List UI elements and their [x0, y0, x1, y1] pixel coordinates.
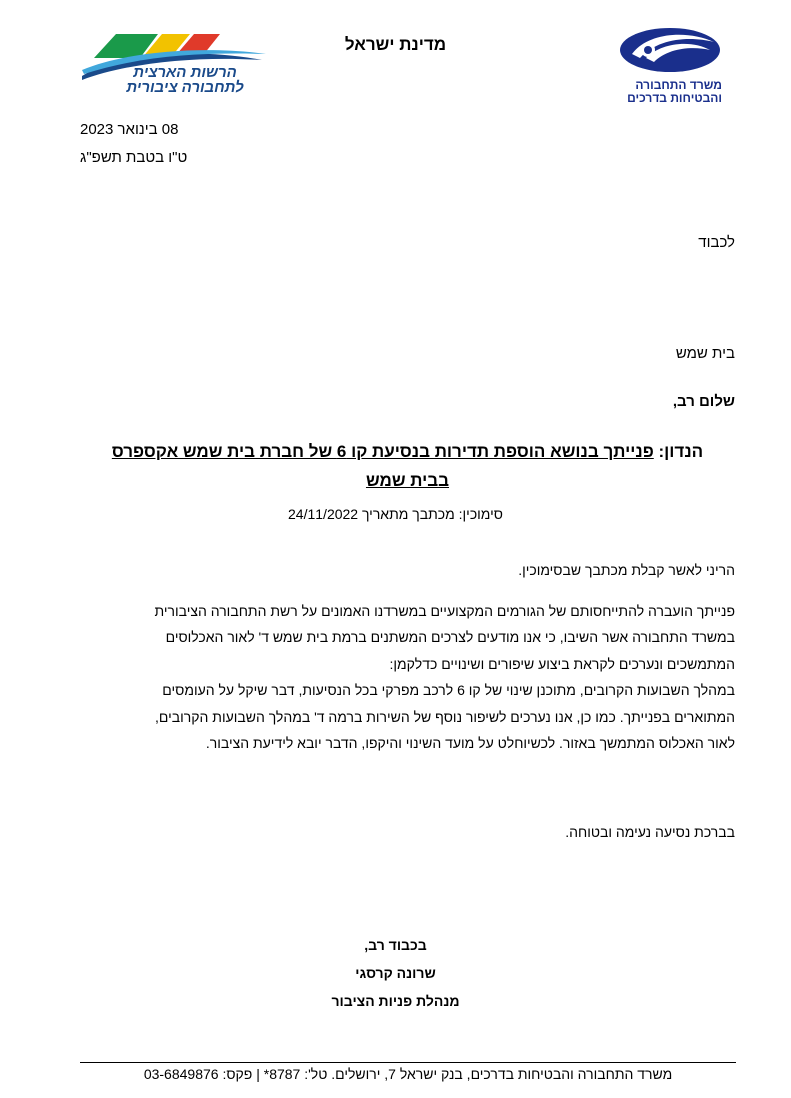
footer-contact: משרד התחבורה והבטיחות בדרכים, בנק ישראל 7, ירושלים. טל': 8787* | פקס: 03-6849876: [143, 1066, 673, 1082]
state-title: מדינת ישראל: [344, 35, 447, 54]
signer-title: מנהלת פניות הציבור: [331, 993, 460, 1009]
body-paragraph: [75, 598, 735, 756]
hebrew-date: ט"ו בטבת תשפ"ג: [80, 149, 188, 166]
subject-label: הנדון:: [658, 442, 704, 461]
footer-divider: [80, 1062, 736, 1063]
signature-closing: בכבוד רב,: [364, 937, 427, 953]
reference-line: סימוכין: מכתבך מתאריך 24/11/2022: [288, 506, 503, 522]
public-transport-authority-logo-text: [95, 65, 275, 95]
logo-right-line2: והבטיחות בדרכים: [627, 91, 722, 105]
ministry-of-transport-logo: [618, 24, 722, 84]
subject-line-2: [80, 466, 735, 495]
logo-left-line2: לתחבורה ציבורית: [126, 79, 244, 96]
body-line: המתמשכים ונערכים לקראת ביצוע שיפורים ושינויים כדלקמן:: [389, 655, 735, 672]
body-line: במהלך השבועות הקרובים, מתוכנן שינוי של קו 6 לרכב מפרקי בכל הנסיעות, דבר שיקל על העומסים: [162, 682, 735, 699]
greeting: שלום רב,: [672, 393, 735, 410]
to-label: לכבוד: [698, 234, 735, 251]
subject-text-1: פנייתך בנושא הוספת תדירות בנסיעת קו 6 של חברת בית שמש אקספרס: [111, 442, 654, 461]
subject-text-2: בבית שמש: [365, 471, 450, 490]
closing-blessing: בברכת נסיעה נעימה ובטוחה.: [565, 824, 735, 840]
subject-line-1: [80, 437, 735, 466]
gregorian-date: 08 בינואר 2023: [80, 121, 179, 138]
logo-right-line1: משרד התחבורה: [635, 78, 722, 92]
body-line: במשרד התחבורה אשר השיבו, כי אנו מודעים לצרכים המשתנים ברמת בית שמש ד' לאור האכלוסים: [165, 629, 735, 646]
recipient-name: בית שמש: [675, 345, 735, 362]
ministry-of-transport-logo-text: [600, 79, 722, 105]
logo-left-line1: הרשות הארצית: [133, 64, 237, 81]
body-line: המתוארים בפנייתך. כמו כן, אנו נערכים לשיפור נוסף של השירות ברמה ד' במהלך השבועות הקרובים,: [155, 708, 735, 725]
body-line: לאור האכלוס המתמשך באזור. לכשיוחלט על מועד השינוי והיקפו, הדבר יובא לידיעת הציבור.: [205, 734, 735, 751]
opening-paragraph: הריני לאשר קבלת מכתבך שבסימוכין.: [518, 562, 735, 578]
body-line: פנייתך הועברה להתייחסותם של הגורמים המקצועיים במשרדנו האמונים על רשת התחבורה הציבורית: [154, 603, 735, 619]
signer-name: שרונה קרסגי: [355, 965, 436, 981]
subject: [80, 437, 735, 495]
